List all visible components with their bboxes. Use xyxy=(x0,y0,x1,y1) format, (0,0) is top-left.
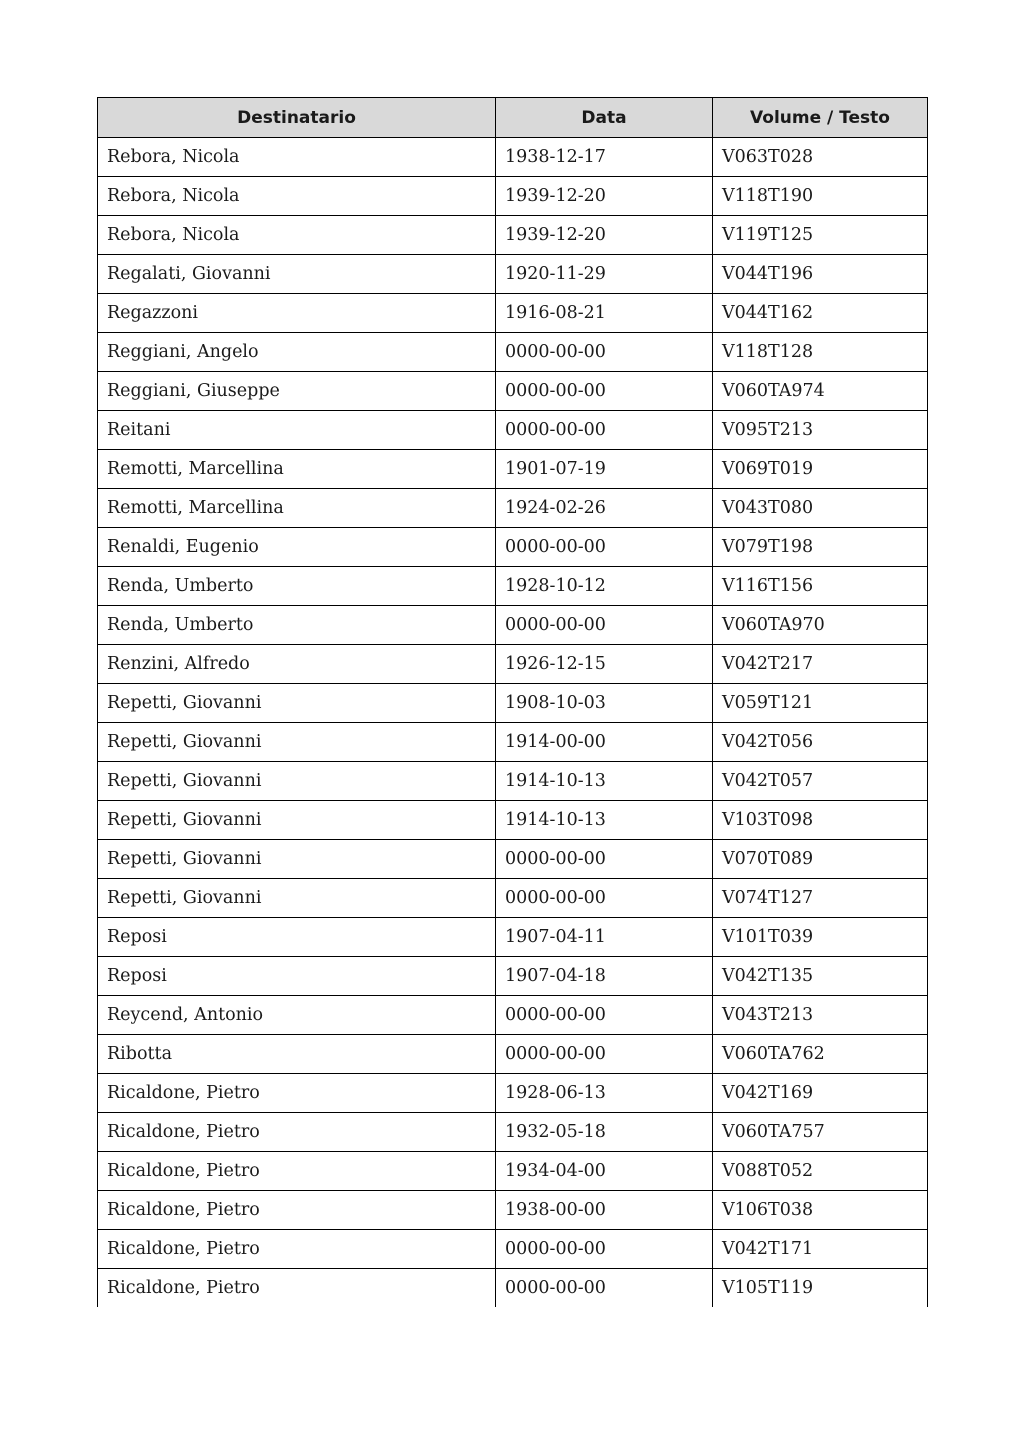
cell-data: 1907-04-18 xyxy=(496,957,713,996)
cell-volume-testo: V069T019 xyxy=(713,450,928,489)
cell-data: 0000-00-00 xyxy=(496,996,713,1035)
table-row xyxy=(98,255,928,294)
cell-volume-testo: V105T119 xyxy=(713,1269,928,1308)
cell-volume-testo: V088T052 xyxy=(713,1152,928,1191)
table-row xyxy=(98,957,928,996)
cell-destinatario: Regalati, Giovanni xyxy=(98,255,496,294)
table-row xyxy=(98,879,928,918)
cell-data: 1914-10-13 xyxy=(496,801,713,840)
cell-destinatario: Ricaldone, Pietro xyxy=(98,1074,496,1113)
table-row xyxy=(98,216,928,255)
cell-destinatario: Rebora, Nicola xyxy=(98,177,496,216)
cell-data: 1920-11-29 xyxy=(496,255,713,294)
cell-destinatario: Repetti, Giovanni xyxy=(98,801,496,840)
cell-data: 0000-00-00 xyxy=(496,372,713,411)
cell-data: 1926-12-15 xyxy=(496,645,713,684)
cell-data: 1916-08-21 xyxy=(496,294,713,333)
cell-data: 0000-00-00 xyxy=(496,411,713,450)
cell-destinatario: Renzini, Alfredo xyxy=(98,645,496,684)
table-row xyxy=(98,450,928,489)
cell-volume-testo: V060TA762 xyxy=(713,1035,928,1074)
cell-destinatario: Remotti, Marcellina xyxy=(98,489,496,528)
table-row xyxy=(98,1113,928,1152)
cell-data: 1914-00-00 xyxy=(496,723,713,762)
cell-volume-testo: V116T156 xyxy=(713,567,928,606)
cell-volume-testo: V042T135 xyxy=(713,957,928,996)
table-row xyxy=(98,177,928,216)
table-row xyxy=(98,333,928,372)
cell-destinatario: Reycend, Antonio xyxy=(98,996,496,1035)
cell-volume-testo: V060TA974 xyxy=(713,372,928,411)
table-row xyxy=(98,645,928,684)
cell-volume-testo: V070T089 xyxy=(713,840,928,879)
cell-destinatario: Ricaldone, Pietro xyxy=(98,1152,496,1191)
cell-destinatario: Repetti, Giovanni xyxy=(98,840,496,879)
table-body xyxy=(98,138,928,1308)
cell-data: 0000-00-00 xyxy=(496,606,713,645)
cell-destinatario: Reitani xyxy=(98,411,496,450)
table-row xyxy=(98,840,928,879)
cell-destinatario: Reggiani, Giuseppe xyxy=(98,372,496,411)
cell-volume-testo: V043T213 xyxy=(713,996,928,1035)
cell-destinatario: Reposi xyxy=(98,918,496,957)
cell-data: 1928-10-12 xyxy=(496,567,713,606)
table-row xyxy=(98,918,928,957)
cell-volume-testo: V059T121 xyxy=(713,684,928,723)
cell-data: 1914-10-13 xyxy=(496,762,713,801)
cell-volume-testo: V063T028 xyxy=(713,138,928,177)
cell-volume-testo: V042T171 xyxy=(713,1230,928,1269)
cell-data: 1934-04-00 xyxy=(496,1152,713,1191)
cell-data: 1908-10-03 xyxy=(496,684,713,723)
cell-destinatario: Regazzoni xyxy=(98,294,496,333)
column-header-destinatario: Destinatario xyxy=(98,98,496,138)
table-row xyxy=(98,1269,928,1308)
cell-volume-testo: V042T217 xyxy=(713,645,928,684)
column-header-data: Data xyxy=(496,98,713,138)
table-row xyxy=(98,762,928,801)
cell-destinatario: Repetti, Giovanni xyxy=(98,762,496,801)
cell-data: 1939-12-20 xyxy=(496,216,713,255)
table-row xyxy=(98,1035,928,1074)
table-row xyxy=(98,606,928,645)
cell-destinatario: Ricaldone, Pietro xyxy=(98,1113,496,1152)
cell-volume-testo: V106T038 xyxy=(713,1191,928,1230)
document-page xyxy=(97,97,927,1307)
cell-volume-testo: V042T169 xyxy=(713,1074,928,1113)
cell-destinatario: Repetti, Giovanni xyxy=(98,723,496,762)
cell-destinatario: Renaldi, Eugenio xyxy=(98,528,496,567)
cell-data: 0000-00-00 xyxy=(496,1269,713,1308)
table-row xyxy=(98,411,928,450)
table-row xyxy=(98,567,928,606)
column-header-volume-testo: Volume / Testo xyxy=(713,98,928,138)
cell-volume-testo: V074T127 xyxy=(713,879,928,918)
cell-destinatario: Rebora, Nicola xyxy=(98,138,496,177)
table-row xyxy=(98,684,928,723)
cell-data: 0000-00-00 xyxy=(496,840,713,879)
cell-destinatario: Reggiani, Angelo xyxy=(98,333,496,372)
cell-destinatario: Renda, Umberto xyxy=(98,567,496,606)
cell-destinatario: Repetti, Giovanni xyxy=(98,879,496,918)
cell-volume-testo: V103T098 xyxy=(713,801,928,840)
cell-destinatario: Reposi xyxy=(98,957,496,996)
table-row xyxy=(98,138,928,177)
cell-volume-testo: V118T190 xyxy=(713,177,928,216)
cell-data: 1924-02-26 xyxy=(496,489,713,528)
cell-volume-testo: V101T039 xyxy=(713,918,928,957)
cell-destinatario: Ricaldone, Pietro xyxy=(98,1191,496,1230)
cell-data: 1907-04-11 xyxy=(496,918,713,957)
table-row xyxy=(98,372,928,411)
cell-volume-testo: V042T056 xyxy=(713,723,928,762)
cell-data: 0000-00-00 xyxy=(496,528,713,567)
cell-destinatario: Ricaldone, Pietro xyxy=(98,1230,496,1269)
cell-volume-testo: V060TA757 xyxy=(713,1113,928,1152)
cell-data: 1939-12-20 xyxy=(496,177,713,216)
table-row xyxy=(98,294,928,333)
table-row xyxy=(98,1191,928,1230)
table-header-row xyxy=(98,98,928,138)
cell-destinatario: Renda, Umberto xyxy=(98,606,496,645)
cell-volume-testo: V043T080 xyxy=(713,489,928,528)
table-row xyxy=(98,1230,928,1269)
cell-data: 0000-00-00 xyxy=(496,1035,713,1074)
cell-volume-testo: V118T128 xyxy=(713,333,928,372)
table-row xyxy=(98,1074,928,1113)
cell-data: 1932-05-18 xyxy=(496,1113,713,1152)
cell-data: 1901-07-19 xyxy=(496,450,713,489)
table-row xyxy=(98,996,928,1035)
table-row xyxy=(98,489,928,528)
cell-destinatario: Rebora, Nicola xyxy=(98,216,496,255)
cell-data: 1938-12-17 xyxy=(496,138,713,177)
table-row xyxy=(98,528,928,567)
cell-destinatario: Ricaldone, Pietro xyxy=(98,1269,496,1308)
cell-data: 1928-06-13 xyxy=(496,1074,713,1113)
cell-destinatario: Repetti, Giovanni xyxy=(98,684,496,723)
table-row xyxy=(98,801,928,840)
letters-index-table xyxy=(97,97,928,1307)
table-row xyxy=(98,1152,928,1191)
cell-volume-testo: V079T198 xyxy=(713,528,928,567)
cell-data: 0000-00-00 xyxy=(496,333,713,372)
cell-data: 1938-00-00 xyxy=(496,1191,713,1230)
cell-volume-testo: V095T213 xyxy=(713,411,928,450)
cell-destinatario: Remotti, Marcellina xyxy=(98,450,496,489)
cell-destinatario: Ribotta xyxy=(98,1035,496,1074)
cell-volume-testo: V042T057 xyxy=(713,762,928,801)
cell-data: 0000-00-00 xyxy=(496,1230,713,1269)
cell-data: 0000-00-00 xyxy=(496,879,713,918)
cell-volume-testo: V119T125 xyxy=(713,216,928,255)
cell-volume-testo: V060TA970 xyxy=(713,606,928,645)
table-row xyxy=(98,723,928,762)
cell-volume-testo: V044T196 xyxy=(713,255,928,294)
cell-volume-testo: V044T162 xyxy=(713,294,928,333)
